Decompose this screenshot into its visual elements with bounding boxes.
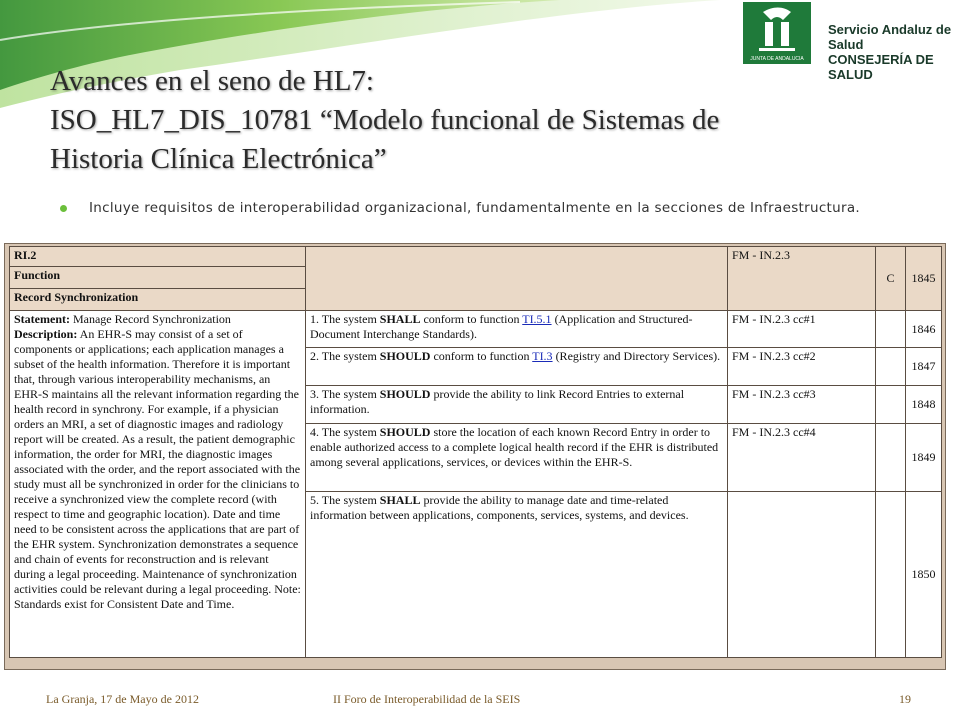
criterion-3-code: FM - IN.2.3 cc#3 [728, 386, 876, 424]
criterion-1-text: 1. The system SHALL conform to function TI.5.1 (Application and Structured-Document Interchange Standards). [306, 311, 728, 348]
criterion-3-row-id: 1848 [906, 386, 942, 424]
junta-andalucia-logo [743, 2, 811, 64]
criterion-4-text: 4. The system SHOULD store the location of each known Record Entry in order to enable authorized access to a complete logical health record if the EHR is distributed among several applications, services, or devices within the EHR-S. [306, 424, 728, 492]
requirements-table-image [4, 243, 946, 670]
slide-title [50, 62, 870, 179]
conformance-cell: C [876, 247, 906, 311]
criterion-2-text: 2. The system SHOULD conform to function TI.3 (Registry and Directory Services). [306, 348, 728, 386]
criterion-5-row-id: 1850 [906, 492, 942, 658]
header-blank-cell [306, 247, 728, 311]
criterion-2-row-id: 1847 [906, 348, 942, 386]
criterion-5-conformance [876, 492, 906, 658]
function-code-cell: FM - IN.2.3 [728, 247, 876, 311]
criterion-5-code [728, 492, 876, 658]
footer-date: La Granja, 17 de Mayo de 2012 [46, 692, 199, 706]
bullet-dot-icon [60, 205, 67, 212]
function-type-cell: Function [10, 267, 306, 289]
title-line-3: Historia Clínica Electrónica” [50, 143, 387, 175]
link-ti-3[interactable]: TI.3 [532, 349, 553, 363]
statement-description-cell: Statement: Manage Record Synchronization Description: An EHR-S may consist of a set of components or applications; each application manages a subset of the health information. Therefore it is important that, through various interoperability mechanisms, an EHR-S maintains all the relevant information regarding the health record in synchrony. For example, if a physician orders an MRI, a set of diagnostic images and radiology report will be created. As a result, the patient demographic information, the order for MRI, the diagnostic images associated with the order, and the report associated with the study must all be synchronized in order for the clinicians to receive a synchronized view the complete record (with respect to time and geographic location). Date and time need to be consistent across the applications that are part of the EHR system. Synchronization demonstrates a sequence and chain of events for reconstruction and is relevant during a legal proceeding. Maintenance of synchronization activities could be relevant during a legal proceeding. Note: Standards exist for Consistent Date and Time. [10, 311, 306, 658]
title-line-2: ISO_HL7_DIS_10781 “Modelo funcional de Sistemas de [50, 104, 720, 136]
criterion-1-conformance [876, 311, 906, 348]
criterion-5-text: 5. The system SHALL provide the ability to manage date and time-related information between applications, components, services, systems, and devices. [306, 492, 728, 658]
criterion-3-conformance [876, 386, 906, 424]
criterion-4-code: FM - IN.2.3 cc#4 [728, 424, 876, 492]
svg-text:JUNTA DE ANDALUCIA: JUNTA DE ANDALUCIA [750, 56, 804, 62]
page-number: 19 [899, 692, 911, 706]
brand-line-2: CONSEJERÍA DE SALUD [828, 52, 934, 82]
bullet-item [60, 199, 900, 218]
function-id-cell: RI.2 [10, 247, 306, 267]
title-line-1: Avances en el seno de HL7: [50, 65, 374, 97]
criterion-4-row-id: 1849 [906, 424, 942, 492]
footer-event: II Foro de Interoperabilidad de la SEIS [333, 692, 521, 706]
brand-line-1: Servicio Andaluz de Salud [828, 22, 952, 52]
criterion-1-row-id: 1846 [906, 311, 942, 348]
criterion-2-code: FM - IN.2.3 cc#2 [728, 348, 876, 386]
criterion-2-conformance [876, 348, 906, 386]
link-ti-5-1[interactable]: TI.5.1 [522, 312, 552, 326]
requirements-table [9, 246, 942, 658]
criterion-1-code: FM - IN.2.3 cc#1 [728, 311, 876, 348]
row-id-cell: 1845 [906, 247, 942, 311]
function-name-cell: Record Synchronization [10, 289, 306, 311]
criterion-4-conformance [876, 424, 906, 492]
criterion-3-text: 3. The system SHOULD provide the ability to link Record Entries to external information. [306, 386, 728, 424]
bullet-text: Incluye requisitos de interoperabilidad organizacional, fundamentalmente en la secciones de Infraestructura. [89, 200, 861, 216]
